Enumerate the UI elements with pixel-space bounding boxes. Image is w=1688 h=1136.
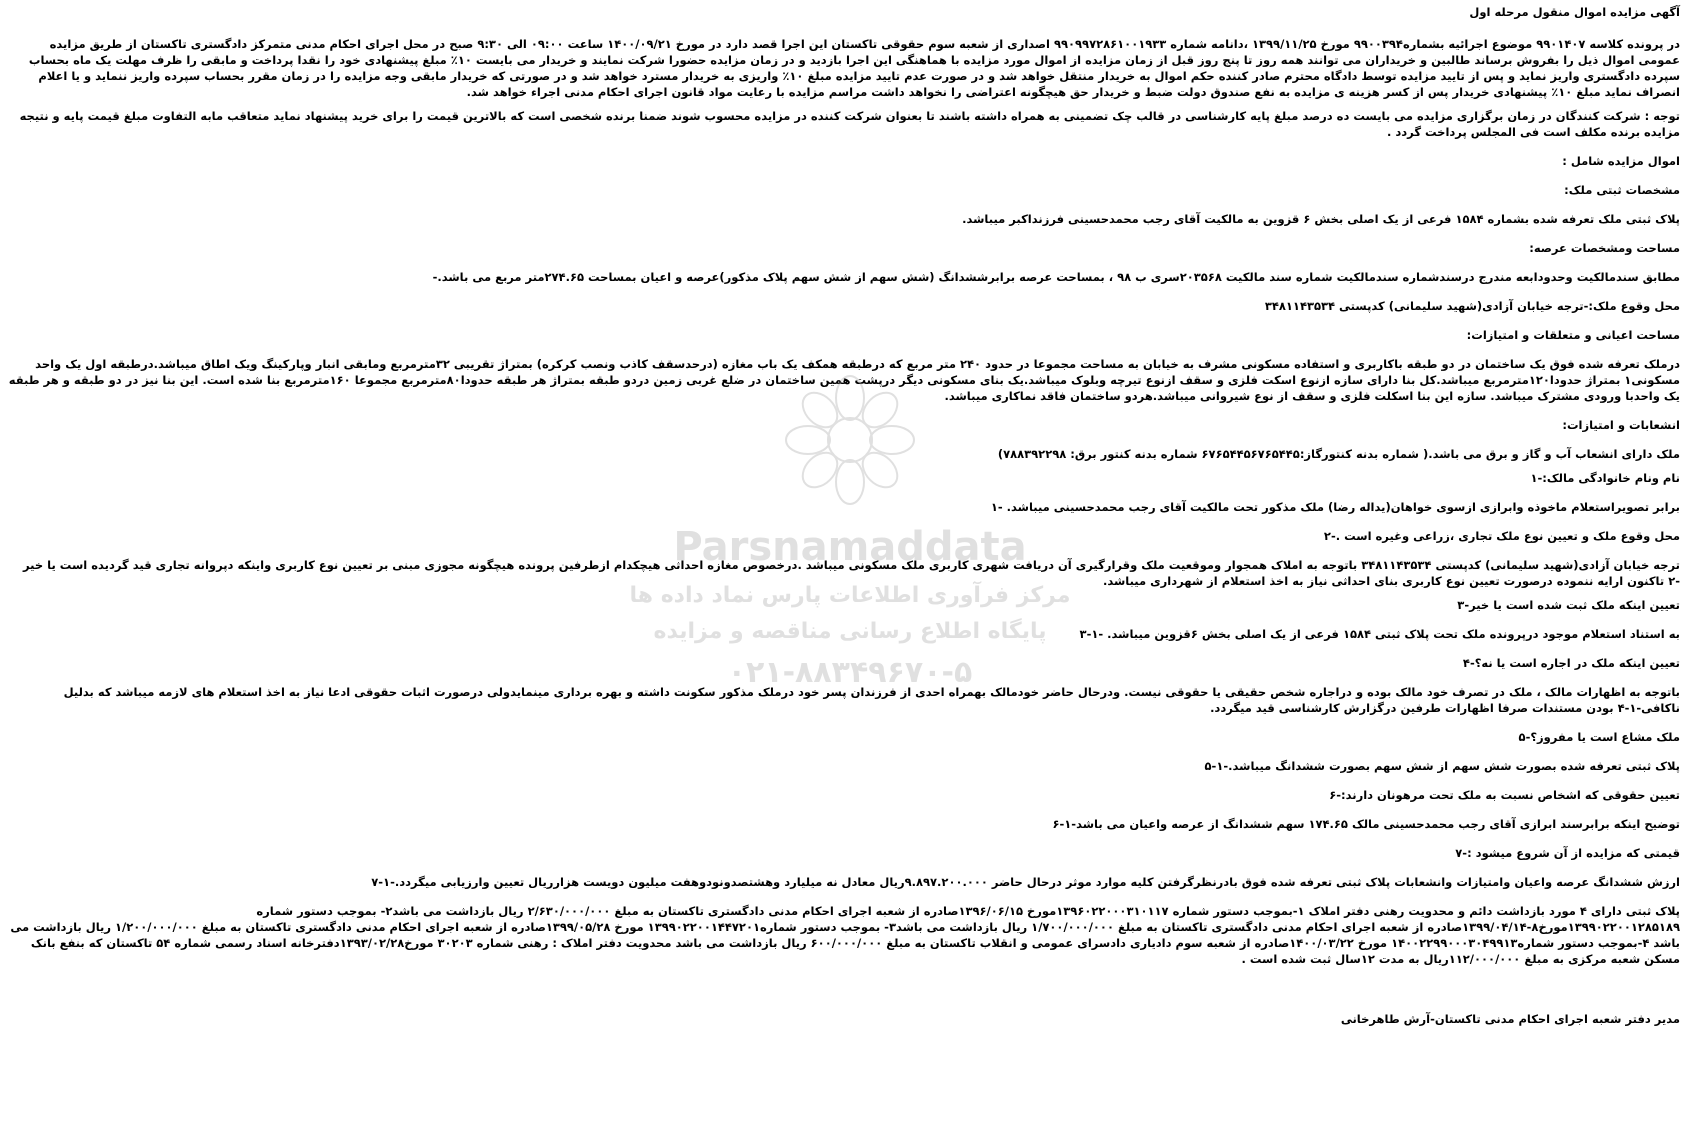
watermark-brand: Parsnamaddata [673,524,1027,570]
liens-paragraph: پلاک ثبتی دارای ۴ مورد بازداشت دائم و محدویت رهنی دفتر املاک ۱-بموجب دستور شماره ۱۳۹۶۰۲۲۰۰۰۳۱۰۱۱۷مورخ ۱۳۹۶/۰۶/۱۵صادره از شعبه اجرای احکام مدنی دادگستری تاکستان به مبلغ ۲/۶۳۰/۰۰۰/۰۰۰ ریال بازداشت می باشد۲- بموجب دستور شماره ۱۳۹۹۰۲۲۰۰۱۲۸۵۱۸۹مورخ۸-۱۳۹۹/۰۴/۱۴صادره از شعبه اجرای احکام مدنی دادگستری تاکستان به مبلغ ۱/۷۰۰/۰۰۰/۰۰۰ ریال بازداشت می باشد۳- بموجب دستور شماره۱۳۹۹۰۲۲۰۰۱۴۴۷۲۰۱ مورخ ۱۳۹۹/۰۵/۲۸صادره از شعبه اجرای احکام مدنی دادگستری تاکستان به مبلغ ۱/۲۰۰/۰۰۰/۰۰۰ ریال بازداشت می باشد ۴-بموجب دستور شماره۱۴۰۰۲۲۹۹۰۰۰۳۰۴۹۹۱۳ مورخ ۱۴۰۰/۰۳/۲۲صادره از شعبه سوم دادیاری دادسرای عمومی و انقلاب تاکستان به مبلغ ۶۰۰/۰۰۰/۰۰۰ ریال بازداشت می باشد محدویت دفتر املاک : رهنی شماره ۳۰۲۰۳ مورخ۱۳۹۳/۰۲/۲۸دفترخانه اسناد رسمی شماره ۵۴ تاکستان که بنفع بانک مسکن شعبه مرکزی به مبلغ ۱۱۲/۰۰۰/۰۰۰ریال به مدت ۱۲سال ثبت شده است . [10,904,1680,966]
watermark-line-2: پایگاه اطلاع رسانی مناقصه و مزایده [653,619,1047,644]
usage-paragraph: ترجه خیابان آزادی(شهید سلیمانی) کدپستی ۳۴۸۱۱۴۳۵۳۴ باتوجه به املاک همجوار وموقعیت ملک وقرارگیری آن دریافت شهری کاربری ملک مسکونی میباشد .درخصوص مغازه احداثی هیچکدام ازطرفین پرونده هیچگونه مجوزی مبنی بر تعیین نوع کاربری واینکه دپروانه تجاری قید گردیده است یا خیر -۲ تاکنون ارایه ننموده درصورت تعیین نوع کاربری بنای احداثی نیاز به اخذ استعلام از شهرداری میباشد. [23,558,1680,588]
share-paragraph: پلاک ثبتی تعرفه شده بصورت شش سهم از شش سهم بصورت ششدانگ میباشد.-۱-۵ [1204,759,1680,773]
registered-heading: تعیین اینکه ملک ثبت شده است یا خیر-۳ [1457,598,1680,612]
watermark-phone: ۰۲۱-۸۸۳۴۹۶۷۰-۵ [727,655,973,690]
watermark-line-1: مرکز فرآوری اطلاعات پارس نماد داده ها [629,583,1071,608]
notice-note-paragraph: توجه : شرکت کنندگان در زمان برگزاری مزایده می بایست ده درصد مبلغ پایه کارشناسی در قالب چک تضمینی به همراه داشته باشند تا بعنوان شرکت کننده در مزایده محسوب شوند ضمنا برنده شخصی است که بالاترین قیمت را برای خرید پیشنهاد نماید متعاقب مابه التفاوت مبلغ قیمت پایه و نتیجه مزایده برنده مکلف است فی المجلس پرداخت گردد . [19,109,1680,139]
rights-paragraph: توضیح اینکه برابرسند ابرازی آقای رجب محمدحسینی مالک ۱۷۴.۶۵ سهم ششدانگ از عرصه واعیان می باشد-۱-۶ [1052,817,1680,831]
owner-heading: نام ونام خانوادگی مالک:-۱ [1530,471,1680,485]
assets-heading: اموال مزایده شامل : [1562,154,1680,168]
registration-spec-heading: مشخصات ثبتی ملک: [1564,183,1680,197]
price-heading: قیمتی که مزایده از آن شروع میشود :-۷ [1455,846,1680,860]
auction-notice [8,4,1680,1027]
area-paragraph: مطابق سندمالکیت وحدودابعه مندرج درسندشماره سندمالکیت شماره سند مالکیت ۲۰۳۵۶۸سری ب ۹۸ ، بمساحت عرصه برابرششدانگ (شش سهم از شش سهم پلاک مذکور)عرصه و اعیان بمساحت ۲۷۴.۶۵متر مربع می باشد.- [432,270,1680,284]
utilities-paragraph: ملک دارای انشعاب آب و گاز و برق می باشد.( شماره بدنه کنتورگاز:۶۷۶۵۴۴۵۶۷۶۵۴۴۵ شماره بدنه کنتور برق: ۷۸۸۳۹۲۲۹۸) [997,447,1680,461]
utilities-heading: انشعابات و امتیازات: [1562,418,1680,432]
usage-heading: محل وقوع ملک و تعیین نوع ملک تجاری ،زراعی وغیره است .-۲ [1323,529,1680,543]
price-paragraph: ارزش ششدانگ عرصه واعیان وامتیازات وانشعابات پلاک ثبتی تعرفه شده فوق بادرنظرگرفتن کلیه موارد موثر درحال حاضر ۹.۸۹۷.۲۰۰.۰۰۰ریال معادل نه میلیارد وهشتصدونودوهفت میلیون دویست هزارریال تعیین وارزیابی میگردد.-۱-۷ [371,875,1680,889]
location-paragraph: محل وقوع ملک:-ترجه خیابان آزادی(شهید سلیمانی) کدپستی ۳۴۸۱۱۴۳۵۳۴ [1264,299,1680,313]
building-paragraph: درملک تعرفه شده فوق یک ساختمان در دو طبقه باکاربری و استفاده مسکونی مشرف به خیابان به مساحت مجموعا در حدود ۲۴۰ متر مربع که درطبقه همکف یک باب مغازه (درحدسقف کاذب ونصب کرکره) بمتراژ تقریبی ۳۲مترمربع ومابقی انبار وپارکینگ ویک اطاق میباشد.درطبقه اول یک واحد مسکونی۱ بمتراژ حدودا۱۲۰مترمربع میباشد.کل بنا دارای سازه ازنوع اسکت فلزی و سقف ازنوع تیرچه وبلوک میباشد.یک بنای مسکونی دیگر درپشت همین ساختمان در ضلع غربی زمین دردو طبقه بمتراژ هر طبقه حدودا۸۰مترمربع مجموعا ۱۶۰مترمربع بنا شده است. این بنا نیز در دو طبقه و هر طبقه یک واحدبا ورودی مشترک میباشد. سازه این بنا اسکلت فلزی و سقف از نوع شیروانی میباشد.هردو ساختمان فاقد نماکاری میباشد. [8,357,1680,403]
area-heading: مساحت ومشخصات عرصه: [1529,241,1680,255]
notice-title: آگهی مزایده اموال منقول مرحله اول [1469,5,1680,19]
owner-paragraph: برابر تصویراستعلام ماخوذه وابرازی ازسوی خواهان(یداله رضا) ملک مذکور تحت مالکیت آقای رجب محمدحسینی میباشد. -۱ [990,500,1680,514]
signature-line: مدیر دفتر شعبه اجرای احکام مدنی تاکستان-آرش طاهرخانی [1340,1012,1680,1026]
lease-paragraph: باتوجه به اظهارات مالک ، ملک در تصرف خود مالک بوده و دراجاره شخص حقیقی یا حقوقی نیست. ودرحال حاضر خودمالک بهمراه احدی از فرزندان پسر خود درملک مذکور سکونت داشته و بهره برداری مینمایدولی درصورت اثبات حقوقی ادعا نیاز به اخذ استعلام های لازمه میباشد که بدلیل ناکافی-۱-۴ بودن مستندات صرفا اظهارات طرفین درگزارش کارشناسی قید میگردد. [63,685,1680,715]
lease-heading: تعیین اینکه ملک در اجاره است یا نه؟-۴ [1462,656,1680,670]
rights-heading: تعیین حقوقی که اشخاص نسبت به ملک تحت مرهونان دارند:-۶ [1329,788,1680,802]
building-heading: مسا‌حت اعیانی و متعلقات و امتیازات: [1466,328,1680,342]
share-heading: ملک مشاع است یا مفروز؟-۵ [1518,730,1680,744]
plate-paragraph: پلاک ثبتی ملک تعرفه شده بشماره ۱۵۸۴ فرعی از یک اصلی بخش ۶ قزوین به مالکیت آقای رجب محمدحسینی فرزنداکبر میباشد. [962,212,1680,226]
registered-paragraph: به استناد استعلام موجود درپرونده ملک تحت پلاک ثبتی ۱۵۸۴ فرعی از یک اصلی بخش ۶قزوین میباشد. -۱-۳ [1079,627,1680,641]
notice-intro-paragraph: در پرونده کلاسه ۹۹۰۱۴۰۷ موضوع اجرائیه بشماره۹۹۰۰۳۹۴ مورخ ۱۳۹۹/۱۱/۲۵ ،دانامه شماره ۹۹۰۹۹۷۲۸۶۱۰۰۱۹۳۳ اصداری از شعبه سوم حقوقی تاکستان این اجرا قصد دارد در مورخ ۱۴۰۰/۰۹/۲۱ ساعت ۰۹:۰۰ الی ۹:۳۰ صبح در محل اجرای احکام مدنی متمرکز دادگستری تاکستان از طریق مزایده عمومی اموال ذیل را بفروش برساند طالبین و خریداران می توانند همه روز تا پنج روز قبل از زمان مزایده از اموال مورد مزایده با هماهنگی این اجرا بازدید و در زمان مزایده حضورا شرکت نمایند و خریدار می بایست ۱۰٪ مبلغ پیشنهادی خود را نقدا پرداخت و مابقی را ظرف مهلت یک ماه بحساب سپرده دادگستری واریز نماید و پس از تایید مزایده توسط دادگاه محترم صادر کننده حکم اموال به خریدار منتقل خواهد شد و در صورت عدم تایید مزایده مبلغ ۱۰٪ واریزی به خریدار مسترد خواهد شد و در صورتی که خریدار مابقی وجه مزایده را در زمان مقرر بحساب سپرده واریز ننماید و یا اعلام انصراف نماید مبلغ ۱۰٪ پیشنهادی خریدار پس از کسر هزینه ی مزایده به نفع صندوق دولت ضبط و خریدار حق هیچگونه اعتراضی را نخواهد داشت مراسم مزایده با رعایت مواد قانون اجرای احکام مدنی اجراء خواهد شد. [28,37,1680,99]
